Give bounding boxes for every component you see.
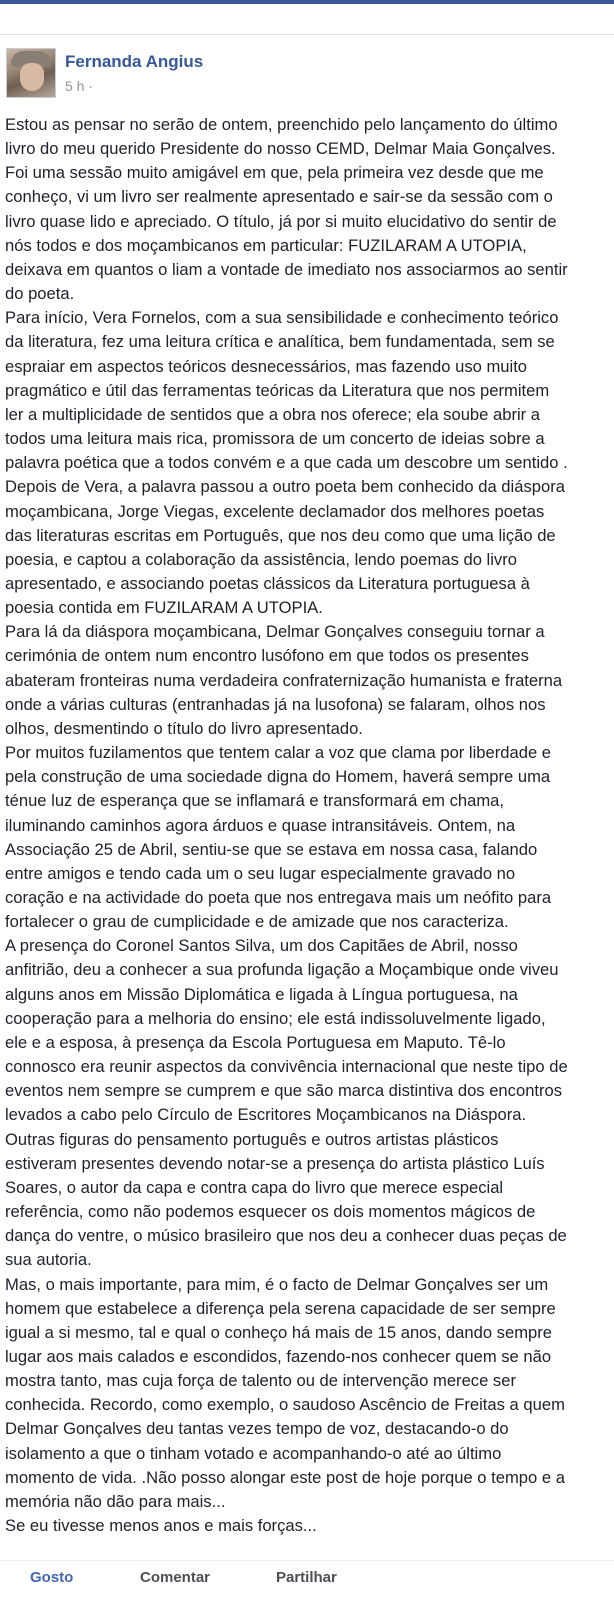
- post-body-line: alguns anos em Missão Diplomática e ligada à Língua portuguesa, na: [5, 984, 518, 1004]
- post-body-line: Para início, Vera Fornelos, com a sua sensibilidade e conhecimento teórico: [5, 308, 559, 328]
- post-body-line: entre amigos e tendo cada um o seu lugar especialmente gravado no: [5, 863, 516, 883]
- post-body-line: Depois de Vera, a palavra passou a outro poeta bem conhecido da diáspora: [5, 477, 565, 497]
- post-body-line: Associação 25 de Abril, sentiu-se que se estava em nossa casa, falando: [5, 839, 538, 859]
- post-body-line: apresentado, e associando poetas clássicos da Literatura portuguesa à: [5, 573, 530, 593]
- post-body-line: poesia contida em FUZILARAM A UTOPIA.: [5, 598, 323, 618]
- post-body-text: [5, 113, 611, 1538]
- post-body-line: onde a várias culturas (entranhadas já na lusofona) se falaram, olhos nos: [5, 694, 546, 714]
- post-body-line: espraiar em aspectos teóricos desnecessários, mas fazendo uso muito: [5, 356, 528, 376]
- post-body-line: anfitrião, deu a conhecer a sua profunda ligação a Moçambique onde viveu: [5, 960, 559, 980]
- post-header: [0, 35, 614, 115]
- post-body-line: eventos nem sempre se cumprem e que são marca distintiva dos encontros: [5, 1081, 563, 1101]
- post-body-line: referência, como não podemos esquecer os dois momentos mágicos de: [5, 1202, 536, 1222]
- author-name-link[interactable]: Fernanda Angius: [65, 52, 204, 71]
- comment-button[interactable]: Comentar: [140, 1569, 211, 1586]
- post-body-line: pragmático e útil das ferramentas teóricas da Literatura que nos permitem: [5, 380, 550, 400]
- post-body-line: todos uma leitura mais rica, promissora de um concerto de ideias sobre a: [5, 429, 545, 449]
- post-body-line: fortalecer o grau de cumplicidade e de amizade que nos caracteriza.: [5, 912, 509, 932]
- post-body-line: pela construção de uma sociedade digna do Homem, haverá sempre uma: [5, 767, 551, 787]
- post-body-line: poesia, e captou a colaboração da assistência, lendo poemas do livro: [5, 549, 517, 569]
- avatar-face-shape: [20, 63, 44, 91]
- post-body-line: homem que estabelece a diferença pela serena capacidade de ser sempre: [5, 1298, 556, 1318]
- post-body-line: memória não dão para mais...: [5, 1491, 226, 1511]
- post-body-line: ele e a esposa, à presença da Escola Portuguesa em Maputo. Tê-lo: [5, 1032, 506, 1052]
- post-body-line: conhecida. Recordo, como exemplo, o saudoso Ascêncio de Freitas a quem: [5, 1395, 565, 1415]
- post-body-line: connosco era reunir aspectos da convivência internacional que neste tipo de: [5, 1057, 568, 1077]
- post-body-line: estiveram presentes devendo notar-se a presença do artista plástico Luís: [5, 1153, 545, 1173]
- post-body-line: Soares, o autor da capa e contra capa do livro que merece especial: [5, 1177, 504, 1197]
- post-body-line: cerimónia de ontem num encontro lusófono em que todos os presentes: [5, 646, 529, 666]
- post-body-line: livro do meu querido Presidente do nosso CEMD, Delmar Maia Gonçalves.: [5, 139, 556, 159]
- post-body-line: igual a si mesmo, tal e qual o conheço há mais de 15 anos, dando sempre: [5, 1322, 553, 1342]
- post-body-line: palavra poética que a todos convém e a que cada um descobre um sentido .: [5, 453, 568, 473]
- post-body-line: Se eu tivesse menos anos e mais forças...: [5, 1516, 317, 1536]
- post-body-line: Mas, o mais importante, para mim, é o facto de Delmar Gonçalves ser um: [5, 1274, 549, 1294]
- post-timestamp[interactable]: 5 h ·: [65, 78, 94, 94]
- post-body-line: ler a multiplicidade de sentidos que a obra nos oferece; ela soube abrir a: [5, 404, 541, 424]
- feed-post: [0, 35, 614, 1536]
- post-body-line: nós todos e dos moçambicanos em particular: FUZILARAM A UTOPIA,: [5, 235, 527, 255]
- top-brand-bar: [0, 0, 614, 4]
- post-body-line: da literatura, fez uma leitura crítica e analítica, bem fundamentada, sem se: [5, 332, 555, 352]
- post-body-line: olhos, desmentindo o título do livro apresentado.: [5, 718, 363, 738]
- post-body-line: livro quase lido e apreciado. O título, já por si muito elucidativo do sentir de: [5, 211, 557, 231]
- post-body-line: mostra tanto, mas cuja força de talento ou de intervenção merece ser: [5, 1371, 516, 1391]
- like-button[interactable]: Gosto: [30, 1569, 74, 1586]
- share-button[interactable]: Partilhar: [276, 1569, 337, 1586]
- post-body-line: iluminando caminhos agora árduos e quase intransitáveis. Ontem, na: [5, 815, 516, 835]
- post-body-line: coração e na actividade do poeta que nos entregava mais um neófito para: [5, 888, 552, 907]
- post-action-bar: [0, 1560, 614, 1601]
- post-body-line: das literaturas escritas em Português, que nos deu como que uma lição de: [5, 525, 556, 545]
- post-body-line: Por muitos fuzilamentos que tentem calar a voz que clama por liberdade e: [5, 743, 552, 763]
- post-body-line: Outras figuras do pensamento português e outros artistas plásticos: [5, 1129, 499, 1149]
- post-body-line: lugar aos mais calados e escondidos, fazendo-nos conhecer quem se não: [5, 1346, 552, 1366]
- post-body-line: moçambicana, Jorge Viegas, excelente declamador dos melhores poetas: [5, 501, 545, 521]
- post-body-line: conheço, vi um livro ser realmente apresentado e sair-se da sessão com o: [5, 187, 553, 207]
- post-body-line: momento de vida. .Não posso alongar este post de hoje porque o tempo e a: [5, 1467, 565, 1487]
- post-body-line: isolamento a que o tinham votado e acompanhando-o até ao último: [5, 1443, 502, 1463]
- post-body-line: sua autoria.: [5, 1250, 92, 1270]
- avatar[interactable]: [6, 48, 56, 98]
- post-body-line: abateram fronteiras numa verdadeira confraternização humanista e fraterna: [5, 670, 563, 690]
- post-body-line: do poeta.: [5, 284, 75, 304]
- post-body-line: cooperação para a melhoria do ensino; ele está indissoluvelmente ligado,: [5, 1008, 546, 1028]
- post-body-line: dança do ventre, o músico brasileiro que nos deu a conhecer duas peças de: [5, 1226, 567, 1246]
- post-body-line: Foi uma sessão muito amigável em que, pela primeira vez desde que me: [5, 163, 544, 183]
- post-body-line: ténue luz de esperança que se inflamará e transformará em chama,: [5, 791, 505, 811]
- post-body-line: Estou as pensar no serão de ontem, preenchido pelo lançamento do último: [5, 115, 558, 134]
- post-body-line: deixava em quantos o liam a vontade de imediato nos associarmos ao sentir: [5, 259, 568, 279]
- post-body-line: A presença do Coronel Santos Silva, um dos Capitães de Abril, nosso: [5, 936, 518, 956]
- post-body-line: levados a cabo pelo Círculo de Escritores Moçambicanos na Diáspora.: [5, 1105, 527, 1125]
- post-body-line: Delmar Gonçalves deu tantas vezes tempo de voz, destacando-o do: [5, 1419, 509, 1439]
- post-body-line: Para lá da diáspora moçambicana, Delmar Gonçalves conseguiu tornar a: [5, 622, 545, 642]
